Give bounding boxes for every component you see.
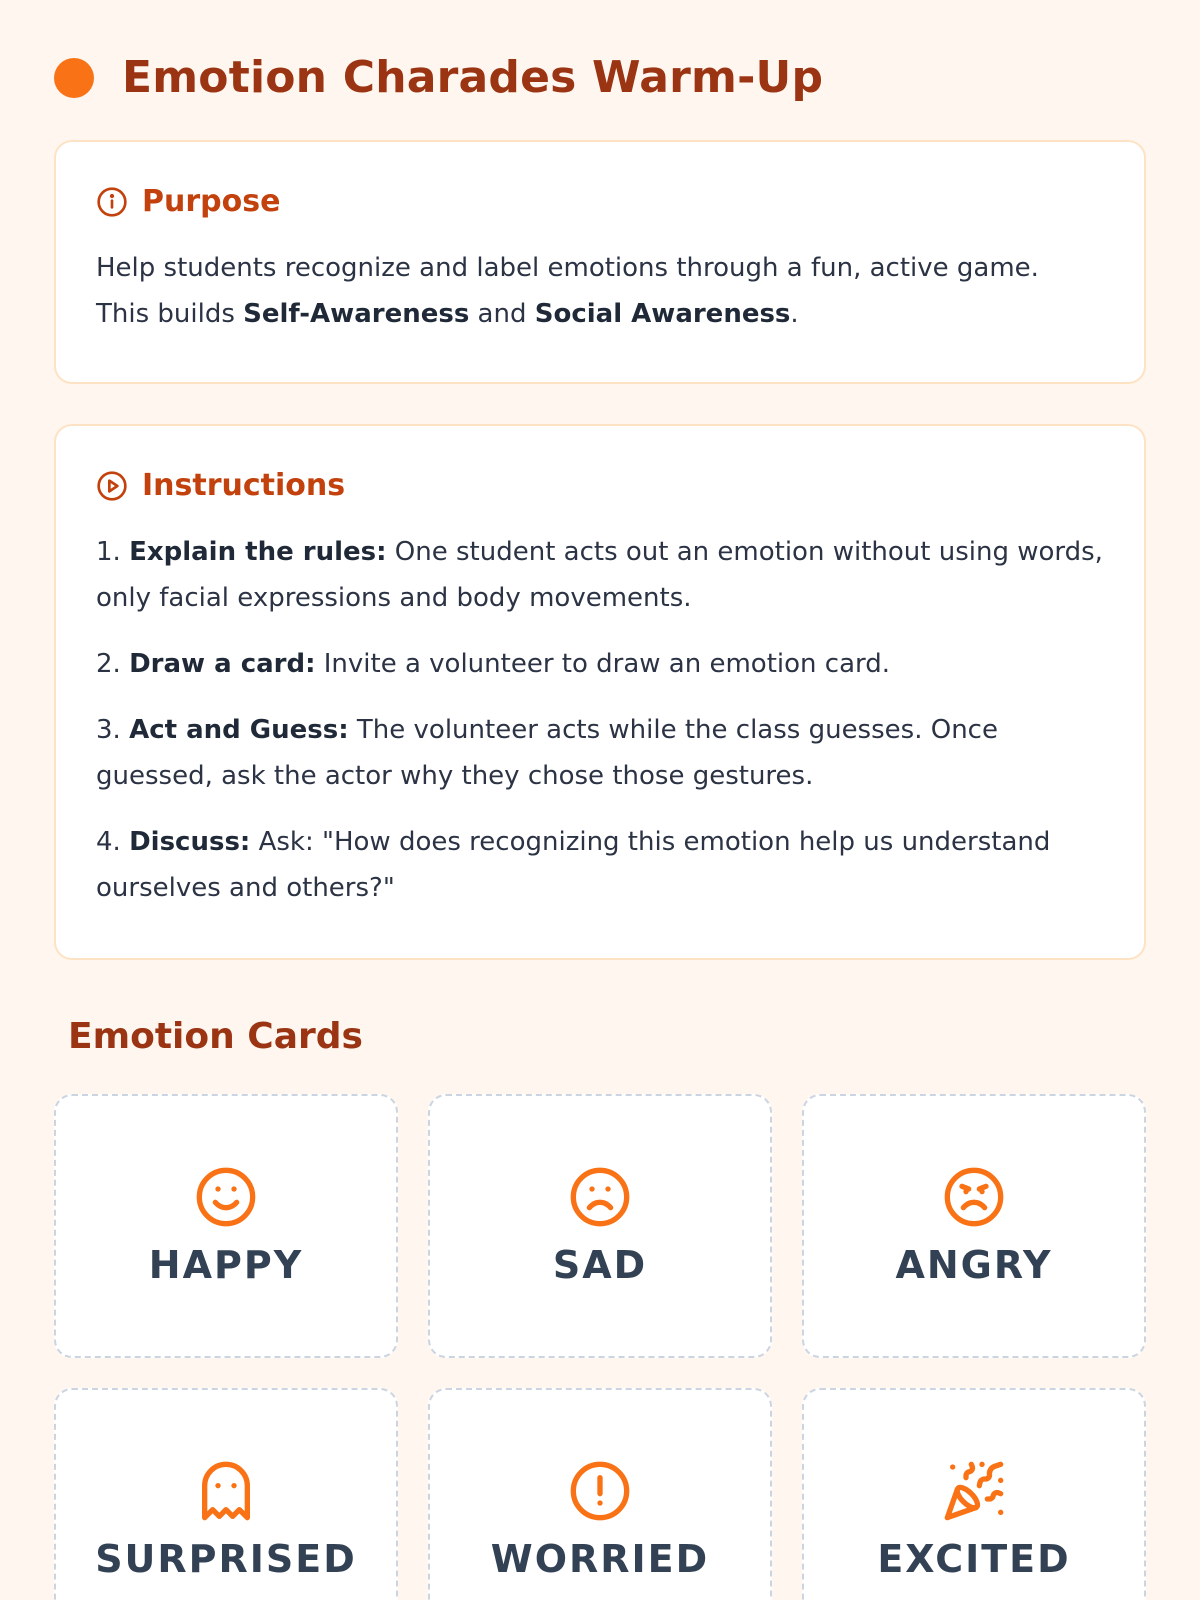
instruction-step-4 xyxy=(96,819,1104,911)
purpose-skill-self-awareness: Self-Awareness xyxy=(243,299,470,329)
step-text: One student acts out an emotion without using words, only facial expressions and body movements. xyxy=(96,537,1103,613)
emotion-card-label: WORRIED xyxy=(490,1537,710,1581)
step-text: Invite a volunteer to draw an emotion card. xyxy=(315,649,890,679)
alert-circle-icon xyxy=(568,1459,632,1523)
instruction-step-2 xyxy=(96,641,1104,687)
emotion-card-label: EXCITED xyxy=(877,1537,1071,1581)
purpose-line2-suffix: . xyxy=(790,299,799,329)
purpose-title: Purpose xyxy=(142,184,281,219)
play-circle-icon xyxy=(96,470,128,502)
ghost-icon xyxy=(194,1459,258,1523)
purpose-card xyxy=(54,140,1146,384)
step-text: The volunteer acts while the class guesses. Once guessed, ask the actor why they chose those gestures. xyxy=(96,715,998,791)
step-number: 3. xyxy=(96,715,130,745)
purpose-connector: and xyxy=(469,299,535,329)
instructions-title: Instructions xyxy=(142,468,346,503)
emotion-cards-title: Emotion Cards xyxy=(68,1016,363,1057)
info-circle-icon xyxy=(96,186,128,218)
purpose-line2-prefix: This builds xyxy=(96,299,244,329)
step-heading: Act and Guess: xyxy=(129,715,349,745)
emotion-card-happy[interactable] xyxy=(54,1094,398,1358)
purpose-header xyxy=(96,184,1104,219)
emotion-card-label: SAD xyxy=(552,1243,648,1287)
emotion-card-label: SURPRISED xyxy=(95,1537,357,1581)
emotion-card-label: ANGRY xyxy=(895,1243,1053,1287)
emotion-card-excited[interactable] xyxy=(802,1388,1146,1600)
step-heading: Discuss: xyxy=(129,827,251,857)
page-header xyxy=(54,52,823,103)
step-number: 2. xyxy=(96,649,130,679)
party-popper-icon xyxy=(942,1459,1006,1523)
instruction-step-3 xyxy=(96,707,1104,799)
instructions-card xyxy=(54,424,1146,960)
purpose-line1: Help students recognize and label emotions through a fun, active game. xyxy=(96,253,1039,283)
step-heading: Draw a card: xyxy=(129,649,316,679)
step-heading: Explain the rules: xyxy=(129,537,387,567)
emotion-card-worried[interactable] xyxy=(428,1388,772,1600)
step-number: 1. xyxy=(96,537,130,567)
emotion-card-angry[interactable] xyxy=(802,1094,1146,1358)
emotion-card-surprised[interactable] xyxy=(54,1388,398,1600)
frown-icon xyxy=(568,1165,632,1229)
step-number: 4. xyxy=(96,827,130,857)
header-dot-icon xyxy=(54,58,94,98)
page-title: Emotion Charades Warm-Up xyxy=(122,52,824,103)
step-text: Ask: "How does recognizing this emotion help us understand ourselves and others?" xyxy=(96,827,1051,903)
instruction-step-1 xyxy=(96,529,1104,621)
angry-icon xyxy=(942,1165,1006,1229)
instructions-header xyxy=(96,468,1104,503)
emotion-card-label: HAPPY xyxy=(148,1243,304,1287)
purpose-skill-social-awareness: Social Awareness xyxy=(534,299,791,329)
purpose-text xyxy=(96,245,1104,337)
emotion-card-sad[interactable] xyxy=(428,1094,772,1358)
smile-icon xyxy=(194,1165,258,1229)
